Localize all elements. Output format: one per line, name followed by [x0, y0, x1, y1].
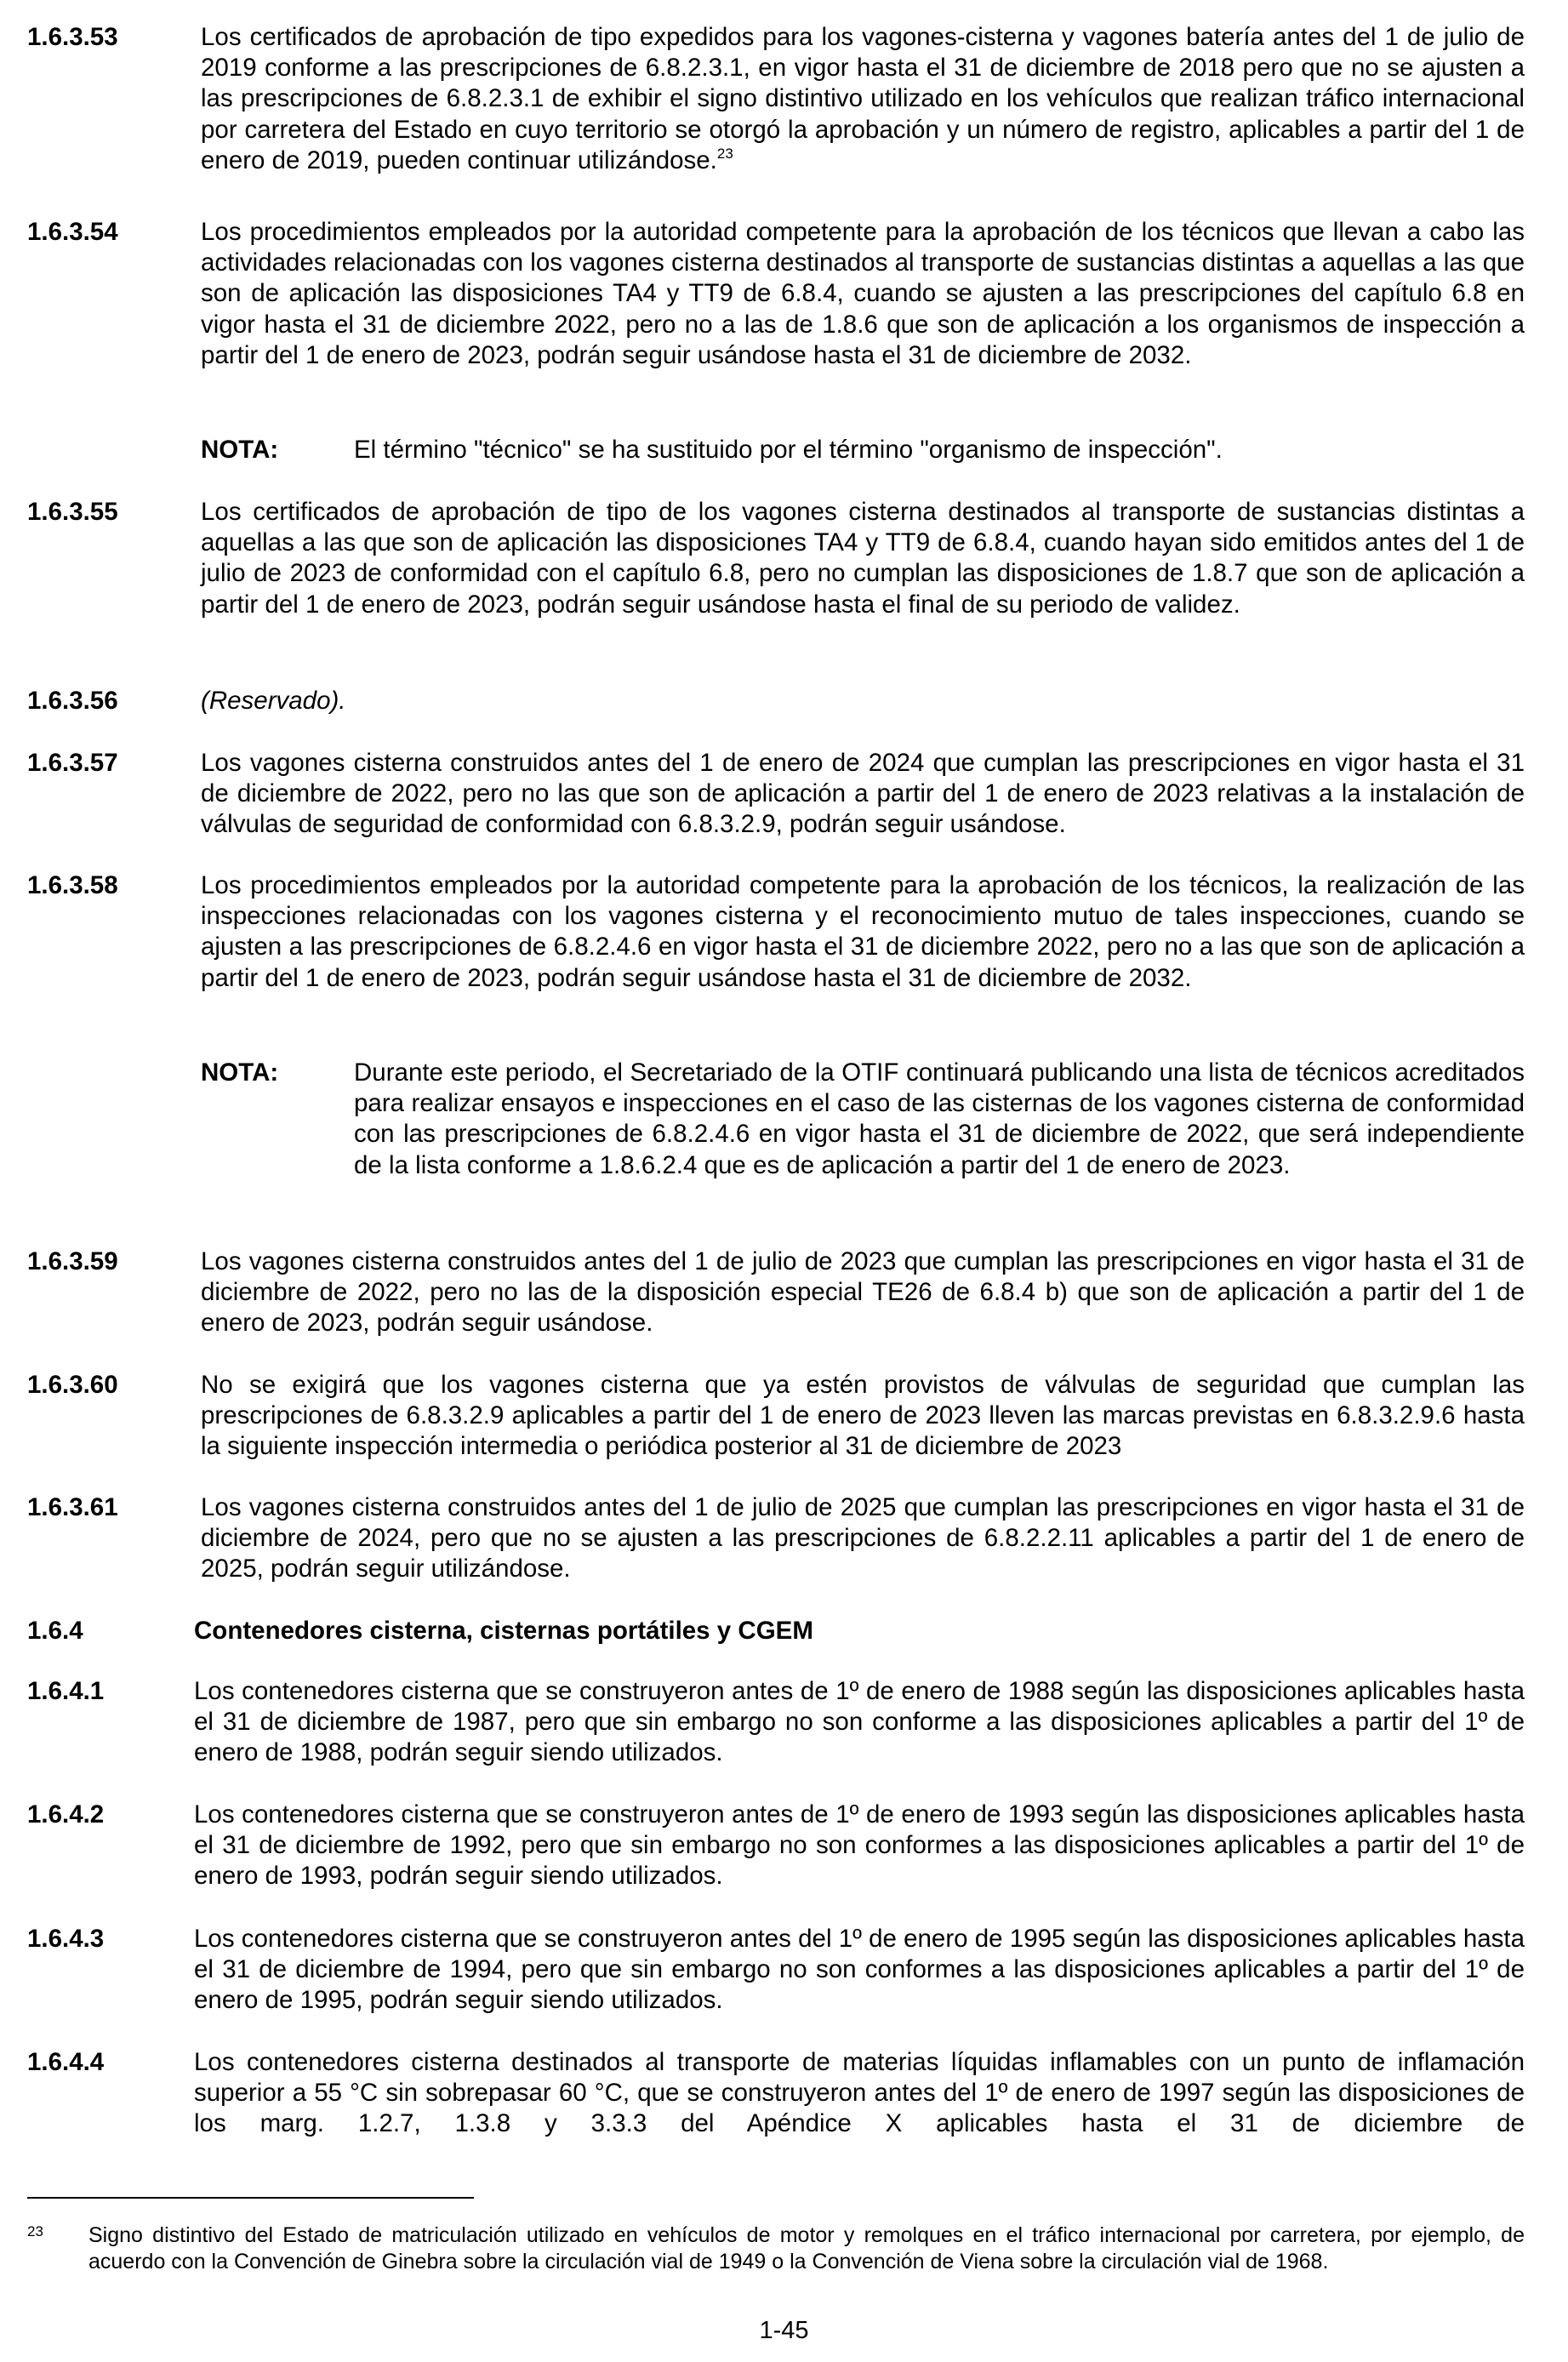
- section-1-6-3-54: [27, 217, 1525, 371]
- section-number: 1.6.3.56: [27, 687, 118, 715]
- footnote-mark: 23: [27, 2223, 43, 2239]
- section-number: 1.6.3.61: [27, 1493, 118, 1521]
- section-1-6-3-55: [27, 497, 1525, 620]
- section-text: (Reservado).: [201, 687, 346, 715]
- footnote-separator: [27, 2197, 474, 2199]
- section-number: 1.6.3.60: [27, 1371, 118, 1399]
- section-1-6-3-58: [27, 870, 1525, 994]
- footnote-text: Signo distintivo del Estado de matriculación utilizado en vehículos de motor y remolques en el tráfico internacional por carretera, por ejemplo, de acuerdo con la Convención de Ginebra sobre la circulación vial de 1949 o la Convención de Viena sobre la circulación vial de 1968.: [88, 2223, 1525, 2274]
- section-text: No se exigirá que los vagones cisterna que ya estén provistos de válvulas de seguridad que cumplan las prescripciones de 6.8.3.2.9 aplicables a partir del 1 de enero de 2023 lleven las marcas previstas en 6.8.3.2.9.6 hasta la siguiente inspección intermedia o periódica posterior al 31 de diciembre de 2023: [201, 1371, 1525, 1461]
- section-text: Los certificados de aprobación de tipo expedidos para los vagones-cisterna y vagones batería antes del 1 de julio de 2019 conforme a las prescripciones de 6.8.2.3.1, en vigor hasta el 31 de diciembre de 2018 pero que no se ajusten a las prescripciones de 6.8.2.3.1 de exhibir el signo distintivo utilizado en los vehículos que realizan tráfico internacional por carretera del Estado en cuyo territorio se otorgó la aprobación y un número de registro, aplicables a partir del 1 de enero de 2019, pueden continuar utilizándose.$^{23}$: [201, 23, 1525, 174]
- section-text: Los contenedores cisterna que se construyeron antes de 1º de enero de 1988 según las disposiciones aplicables hasta el 31 de diciembre de 1987, pero que sin embargo no son conforme a las disposiciones aplicables a partir del 1º de enero de 1988, podrán seguir siendo utilizados.: [194, 1677, 1525, 1767]
- section-1-6-3-56: [27, 686, 1525, 716]
- section-1-6-3-61: [27, 1492, 1525, 1585]
- section-1-6-4-1: [27, 1676, 1525, 1769]
- note-text: Durante este periodo, el Secretariado de la OTIF continuará publicando una lista de técnicos acreditados para realizar ensayos e inspecciones en el caso de las cisternas de los vagones cisterna de conformidad con las prescripciones de 6.8.2.4.6 en vigor hasta el 31 de diciembre de 2022, que será independiente de la lista conforme a 1.8.6.2.4 que es de aplicación a partir del 1 de enero de 2023.: [354, 1058, 1525, 1179]
- section-number: 1.6.4.2: [27, 1800, 105, 1829]
- note-1-6-3-54: [201, 435, 1525, 465]
- section-text: Los certificados de aprobación de tipo de los vagones cisterna destinados al transporte de sustancias distintas a aquellas a las que son de aplicación las disposiciones TA4 y TT9 de 6.8.4, cuando hayan sido emitidos antes del 1 de julio de 2023 de conformidad con el capítulo 6.8, pero no cumplan las disposiciones de 1.8.7 que son de aplicación a partir del 1 de enero de 2023, podrán seguir usándose hasta el final de su periodo de validez.: [201, 498, 1525, 619]
- section-text: Los vagones cisterna construidos antes del 1 de julio de 2025 que cumplan las prescripciones en vigor hasta el 31 de diciembre de 2024, pero que no se ajusten a las prescripciones de 6.8.2.2.11 aplicables a partir del 1 de enero de 2025, podrán seguir utilizándose.: [201, 1493, 1525, 1583]
- section-1-6-4-2: [27, 1800, 1525, 1892]
- page-number: 1-45: [759, 2317, 809, 2344]
- section-heading-1-6-4: [27, 1616, 1525, 1646]
- section-number: 1.6.4.4: [27, 2048, 105, 2076]
- section-text: Los vagones cisterna construidos antes del 1 de enero de 2024 que cumplan las prescripciones en vigor hasta el 31 de diciembre de 2022, pero no las que son de aplicación a partir del 1 de enero de 2023 relativas a la instalación de válvulas de seguridad de conformidad con 6.8.3.2.9, podrán seguir usándose.: [201, 749, 1525, 839]
- note-text: El término "técnico" se ha sustituido por el término "organismo de inspección".: [354, 436, 1223, 464]
- section-text: Los procedimientos empleados por la autoridad competente para la aprobación de los técnicos, la realización de las inspecciones relacionadas con los vagones cisterna y el reconocimiento mutuo de tales inspecciones, cuando se ajusten a las prescripciones de 6.8.2.4.6 en vigor hasta el 31 de diciembre 2022, pero no a las que son de aplicación a partir del 1 de enero de 2023, podrán seguir usándose hasta el 31 de diciembre de 2032.: [201, 871, 1525, 992]
- section-number: 1.6.4: [27, 1617, 83, 1645]
- section-1-6-4-4: [27, 2047, 1525, 2140]
- section-1-6-3-57: [27, 748, 1525, 841]
- section-1-6-3-59: [27, 1247, 1525, 1339]
- section-1-6-4-3: [27, 1924, 1525, 2017]
- section-number: 1.6.4.3: [27, 1925, 105, 1953]
- section-number: 1.6.3.55: [27, 498, 118, 526]
- section-1-6-3-53: [27, 22, 1525, 176]
- section-text: Los vagones cisterna construidos antes del 1 de julio de 2023 que cumplan las prescripciones en vigor hasta el 31 de diciembre de 2022, pero no las de la disposición especial TE26 de 6.8.4 b) que son de aplicación a partir del 1 de enero de 2023, podrán seguir usándose.: [201, 1247, 1525, 1338]
- section-number: 1.6.3.54: [27, 218, 118, 246]
- section-text: Los contenedores cisterna que se construyeron antes del 1º de enero de 1995 según las disposiciones aplicables hasta el 31 de diciembre de 1994, pero que sin embargo no son conformes a las disposiciones aplicables a partir del 1º de enero de 1995, podrán seguir siendo utilizados.: [194, 1925, 1525, 2015]
- section-number: 1.6.3.53: [27, 23, 118, 51]
- section-1-6-3-60: [27, 1370, 1525, 1463]
- footnote: [27, 2222, 1525, 2274]
- section-number: 1.6.4.1: [27, 1677, 105, 1705]
- section-title: Contenedores cisterna, cisternas portátiles y CGEM: [194, 1617, 813, 1645]
- section-number: 1.6.3.59: [27, 1247, 118, 1275]
- note-label: NOTA:: [201, 1058, 279, 1087]
- footnote-ref[interactable]: 23: [716, 145, 733, 162]
- section-text: Los contenedores cisterna que se construyeron antes de 1º de enero de 1993 según las disposiciones aplicables hasta el 31 de diciembre de 1992, pero que sin embargo no son conformes a las disposiciones aplicables a partir del 1º de enero de 1993, podrán seguir siendo utilizados.: [194, 1800, 1525, 1891]
- section-number: 1.6.3.58: [27, 871, 118, 899]
- section-number: 1.6.3.57: [27, 749, 118, 777]
- section-text: Los contenedores cisterna destinados al transporte de materias líquidas inflamables con un punto de inflamación superior a 55 °C sin sobrepasar 60 °C, que se construyeron antes del 1º de enero de 1997 según las disposiciones de los marg. 1.2.7, 1.3.8 y 3.3.3 del Apéndice X aplicables hasta el 31 de diciembre de: [194, 2048, 1525, 2138]
- note-1-6-3-58: [201, 1058, 1525, 1181]
- note-label: NOTA:: [201, 436, 279, 464]
- section-text: Los procedimientos empleados por la autoridad competente para la aprobación de los técnicos que llevan a cabo las actividades relacionadas con los vagones cisterna destinados al transporte de sustancias distintas a aquellas a las que son de aplicación las disposiciones TA4 y TT9 de 6.8.4, cuando se ajusten a las prescripciones del capítulo 6.8 en vigor hasta el 31 de diciembre 2022, pero no a las de 1.8.6 que son de aplicación a los organismos de inspección a partir del 1 de enero de 2023, podrán seguir usándose hasta el 31 de diciembre de 2032.: [201, 218, 1525, 369]
